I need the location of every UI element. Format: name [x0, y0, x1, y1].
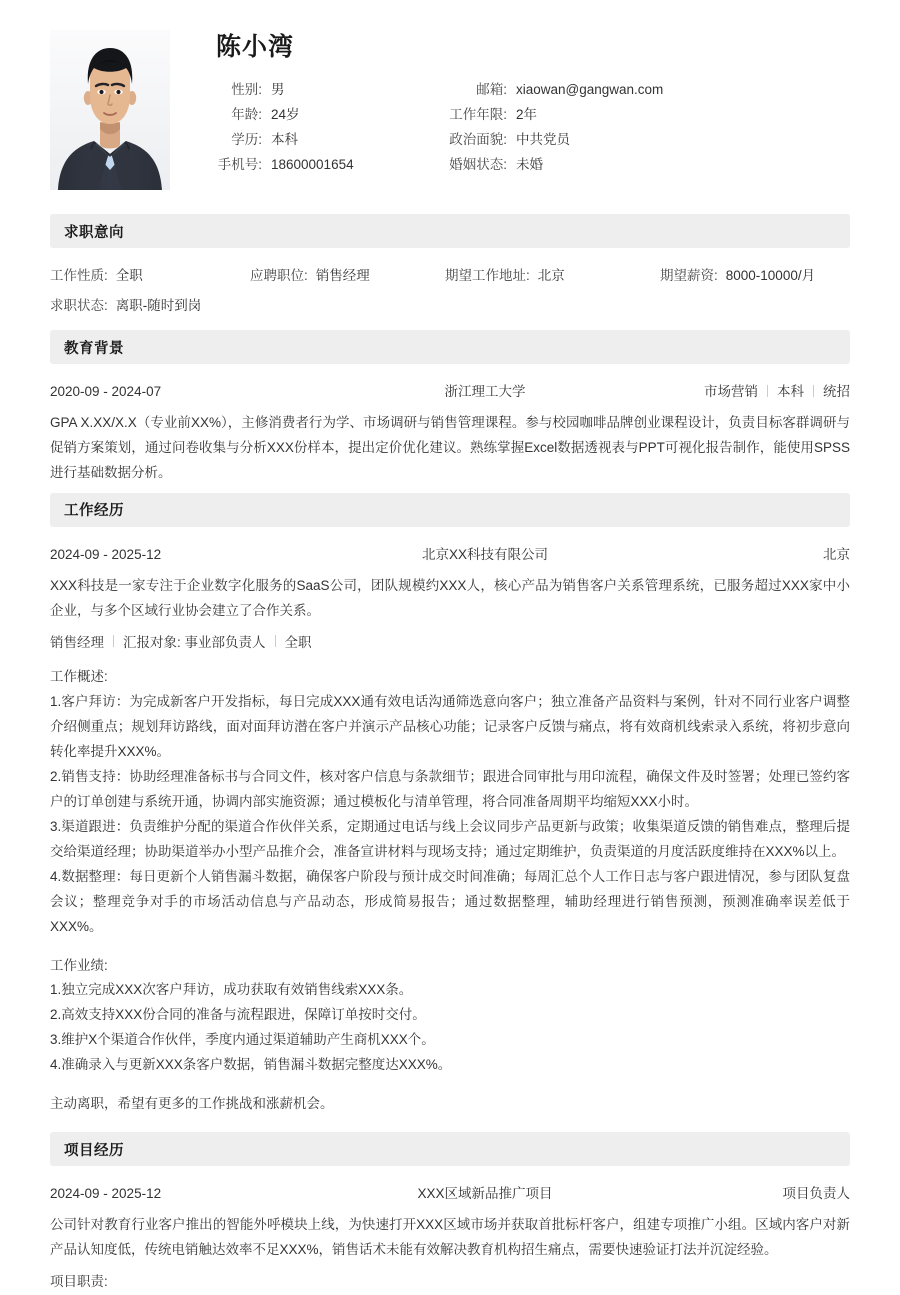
intent-value-position: 销售经理: [315, 268, 370, 283]
education-tags: [620, 380, 850, 400]
work-leaving-reason: 主动离职，希望有更多的工作挑战和涨薪机会。: [50, 1096, 334, 1112]
section-body-education: [50, 364, 850, 486]
work-overview-item: 1.客户拜访：为完成新客户开发指标，每日完成XXX通有效电话沟通筛选意向客户；独立准备产品资料与案例，针对不同行业客户调整介绍侧重点；规划拜访路线，面对面拜访潜在客户并演示产品核心功能；记录客户反馈与痛点，将有效商机线索录入系统，将初步意向转化率提升XXX%。: [50, 693, 850, 759]
info-value-marital-status: 未婚: [516, 156, 543, 172]
work-overview-title: 工作概述:: [50, 668, 108, 684]
intent-item-job-type: [50, 264, 250, 284]
intent-item-job-status: [50, 294, 250, 314]
intent-item-salary: [660, 264, 815, 284]
work-overview-item: 4.数据整理：每日更新个人销售漏斗数据，确保客户阶段与预计成交时间准确；每周汇总个人工作日志与客户跟进情况，参与团队复盘会议；整理竞争对手的市场活动信息与产品动态，形成简易报告；通过数据整理，辅助经理进行销售预测，预测准确率误差低于XXX%。: [50, 868, 850, 934]
info-label-email: 邮箱:: [476, 81, 507, 97]
info-value-phone: 18600001654: [271, 156, 354, 172]
education-description: GPA X.XX/X.X（专业前XX%），主修消费者行为学、市场调研与销售管理课程。参与校园咖啡品牌创业课程设计，负责目标客群调研与促销方案策划，通过问卷收集与分析XXX份样本，提出定价优化建议。熟练掌握Excel数据透视表与PPT可视化报告制作，能使用SPSS进行基础数据分析。: [50, 415, 850, 480]
work-achievement-title: 工作业绩:: [50, 957, 108, 973]
intent-label-salary: 期望薪资:: [660, 268, 718, 283]
intent-label-job-status: 求职状态:: [50, 298, 108, 313]
page-title: 陈小湾: [216, 33, 295, 61]
intent-value-job-status: 离职-随时到岗: [115, 298, 202, 313]
info-row-experience-years: [445, 103, 825, 128]
project-duty-title: 项目职责:: [50, 1274, 108, 1290]
section-header-work: [50, 493, 850, 527]
info-value-education: 本科: [271, 131, 298, 147]
info-row-political-status: [445, 128, 825, 153]
section-body-project: [50, 1166, 850, 1295]
meta-separator: [275, 635, 276, 647]
project-role: 项目负责人: [782, 1186, 850, 1202]
work-achievement-item: 2.高效支持XXX份合同的准备与流程跟进，保障订单按时交付。: [50, 1007, 426, 1023]
work-entry: [50, 543, 850, 1117]
work-meta-line: [50, 631, 850, 651]
education-date: 2020-09 - 2024-07: [50, 384, 162, 399]
spacer: [50, 1117, 850, 1126]
info-row-gender: [200, 78, 445, 103]
meta-separator: [113, 635, 114, 647]
education-entry: [50, 380, 850, 486]
info-value-experience-years: 2年: [516, 106, 538, 122]
education-school: 浙江理工大学: [444, 384, 526, 399]
section-title-project: 项目经历: [64, 1142, 124, 1159]
intent-item-location: [445, 264, 660, 284]
work-overview-block: [50, 665, 850, 940]
intent-label-job-type: 工作性质:: [50, 268, 108, 283]
section-header-project: [50, 1132, 850, 1166]
section-header-intent: [50, 214, 850, 248]
work-date: 2024-09 - 2025-12: [50, 546, 162, 562]
resume-header: [50, 0, 850, 208]
intent-value-salary: 8000-10000/月: [725, 268, 816, 283]
work-overview-item: 3.渠道跟进：负责维护分配的渠道合作伙伴关系，定期通过电话与线上会议同步产品更新与政策；收集渠道反馈的销售难点，整理后提交给渠道经理；协助渠道举办小型产品推介会，准备宣讲材料与现场支持；通过定期维护，负责渠道的月度活跃度维持在XXX%以上。: [50, 818, 850, 859]
header-main: [200, 30, 850, 178]
section-title-intent: 求职意向: [64, 224, 124, 241]
info-row-education: [200, 128, 445, 153]
work-meta-job-type: 全职: [284, 634, 312, 650]
work-meta-report-to: 汇报对象: 事业部负责人: [123, 634, 266, 650]
education-tag-degree: 本科: [777, 384, 804, 399]
info-label-age: 年龄:: [231, 106, 262, 122]
education-entry-head: [50, 380, 850, 400]
work-company-intro: XXX科技是一家专注于企业数字化服务的SaaS公司，团队规模约XXX人，核心产品为销售客户关系管理系统，已服务超过XXX家中小企业，与多个区域行业协会建立了合作关系。: [50, 577, 850, 618]
profile-info-right: [445, 78, 825, 178]
intent-item-position: [250, 264, 445, 284]
intent-label-location: 期望工作地址:: [445, 268, 530, 283]
profile-info-grid: [200, 78, 850, 178]
info-value-political-status: 中共党员: [516, 131, 570, 147]
work-achievement-block: [50, 954, 850, 1079]
tag-separator: [767, 385, 768, 397]
section-body-work: [50, 527, 850, 1117]
education-tag-admission: 统招: [823, 384, 850, 399]
work-entry-head: [50, 543, 850, 563]
profile-photo: [50, 30, 170, 190]
work-meta-role: 销售经理: [50, 634, 104, 650]
tag-separator: [813, 385, 814, 397]
info-label-gender: 性别:: [231, 81, 262, 97]
section-title-work: 工作经历: [64, 503, 124, 520]
work-achievement-item: 1.独立完成XXX次客户拜访，成功获取有效销售线索XXX条。: [50, 982, 413, 998]
info-value-gender: 男: [271, 81, 285, 97]
section-title-education: 教育背景: [64, 340, 124, 357]
education-tag-major: 市场营销: [704, 384, 758, 399]
section-body-intent: [50, 248, 850, 324]
work-company: 北京XX科技有限公司: [421, 546, 548, 562]
work-location: 北京: [823, 546, 850, 562]
info-row-phone: [200, 153, 445, 178]
work-achievement-item: 3.维护X个渠道合作伙伴，季度内通过渠道辅助产生商机XXX个。: [50, 1032, 435, 1048]
project-entry-head: [50, 1182, 850, 1202]
info-value-age: 24岁: [271, 106, 300, 122]
info-label-experience-years: 工作年限:: [449, 106, 507, 122]
project-date: 2024-09 - 2025-12: [50, 1186, 162, 1202]
project-entry: [50, 1182, 850, 1295]
info-row-email: [445, 78, 825, 103]
info-label-political-status: 政治面貌:: [449, 131, 507, 147]
info-row-marital-status: [445, 153, 825, 178]
intent-row-1: [50, 264, 850, 294]
project-name: XXX区域新品推广项目: [417, 1186, 553, 1202]
info-row-age: [200, 103, 445, 128]
info-label-phone: 手机号:: [217, 156, 262, 172]
info-label-marital-status: 婚姻状态:: [449, 156, 507, 172]
section-header-education: [50, 330, 850, 364]
profile-info-left: [200, 78, 445, 178]
work-achievement-item: 4.准确录入与更新XXX条客户数据，销售漏斗数据完整度达XXX%。: [50, 1057, 452, 1073]
intent-value-location: 北京: [537, 268, 565, 283]
info-value-email: xiaowan@gangwan.com: [516, 81, 664, 97]
info-label-education: 学历:: [231, 131, 262, 147]
intent-row-2: [50, 294, 850, 324]
intent-label-position: 应聘职位:: [250, 268, 308, 283]
intent-value-job-type: 全职: [115, 268, 143, 283]
work-overview-item: 2.销售支持：协助经理准备标书与合同文件，核对客户信息与条款细节；跟进合同审批与用印流程，确保文件及时签署；处理已签约客户的订单创建与系统开通，协调内部实施资源；通过模板化与清单管理，将合同准备周期平均缩短XXX小时。: [50, 768, 850, 809]
project-background: 公司针对教育行业客户推出的智能外呼模块上线，为快速打开XXX区域市场并获取首批标杆客户，组建专项推广小组。区域内客户对新产品认知度低，传统电销触达效率不足XXX%，销售话术未能有效解决教育机构招生痛点，需要快速验证打法并沉淀经验。: [50, 1217, 850, 1258]
